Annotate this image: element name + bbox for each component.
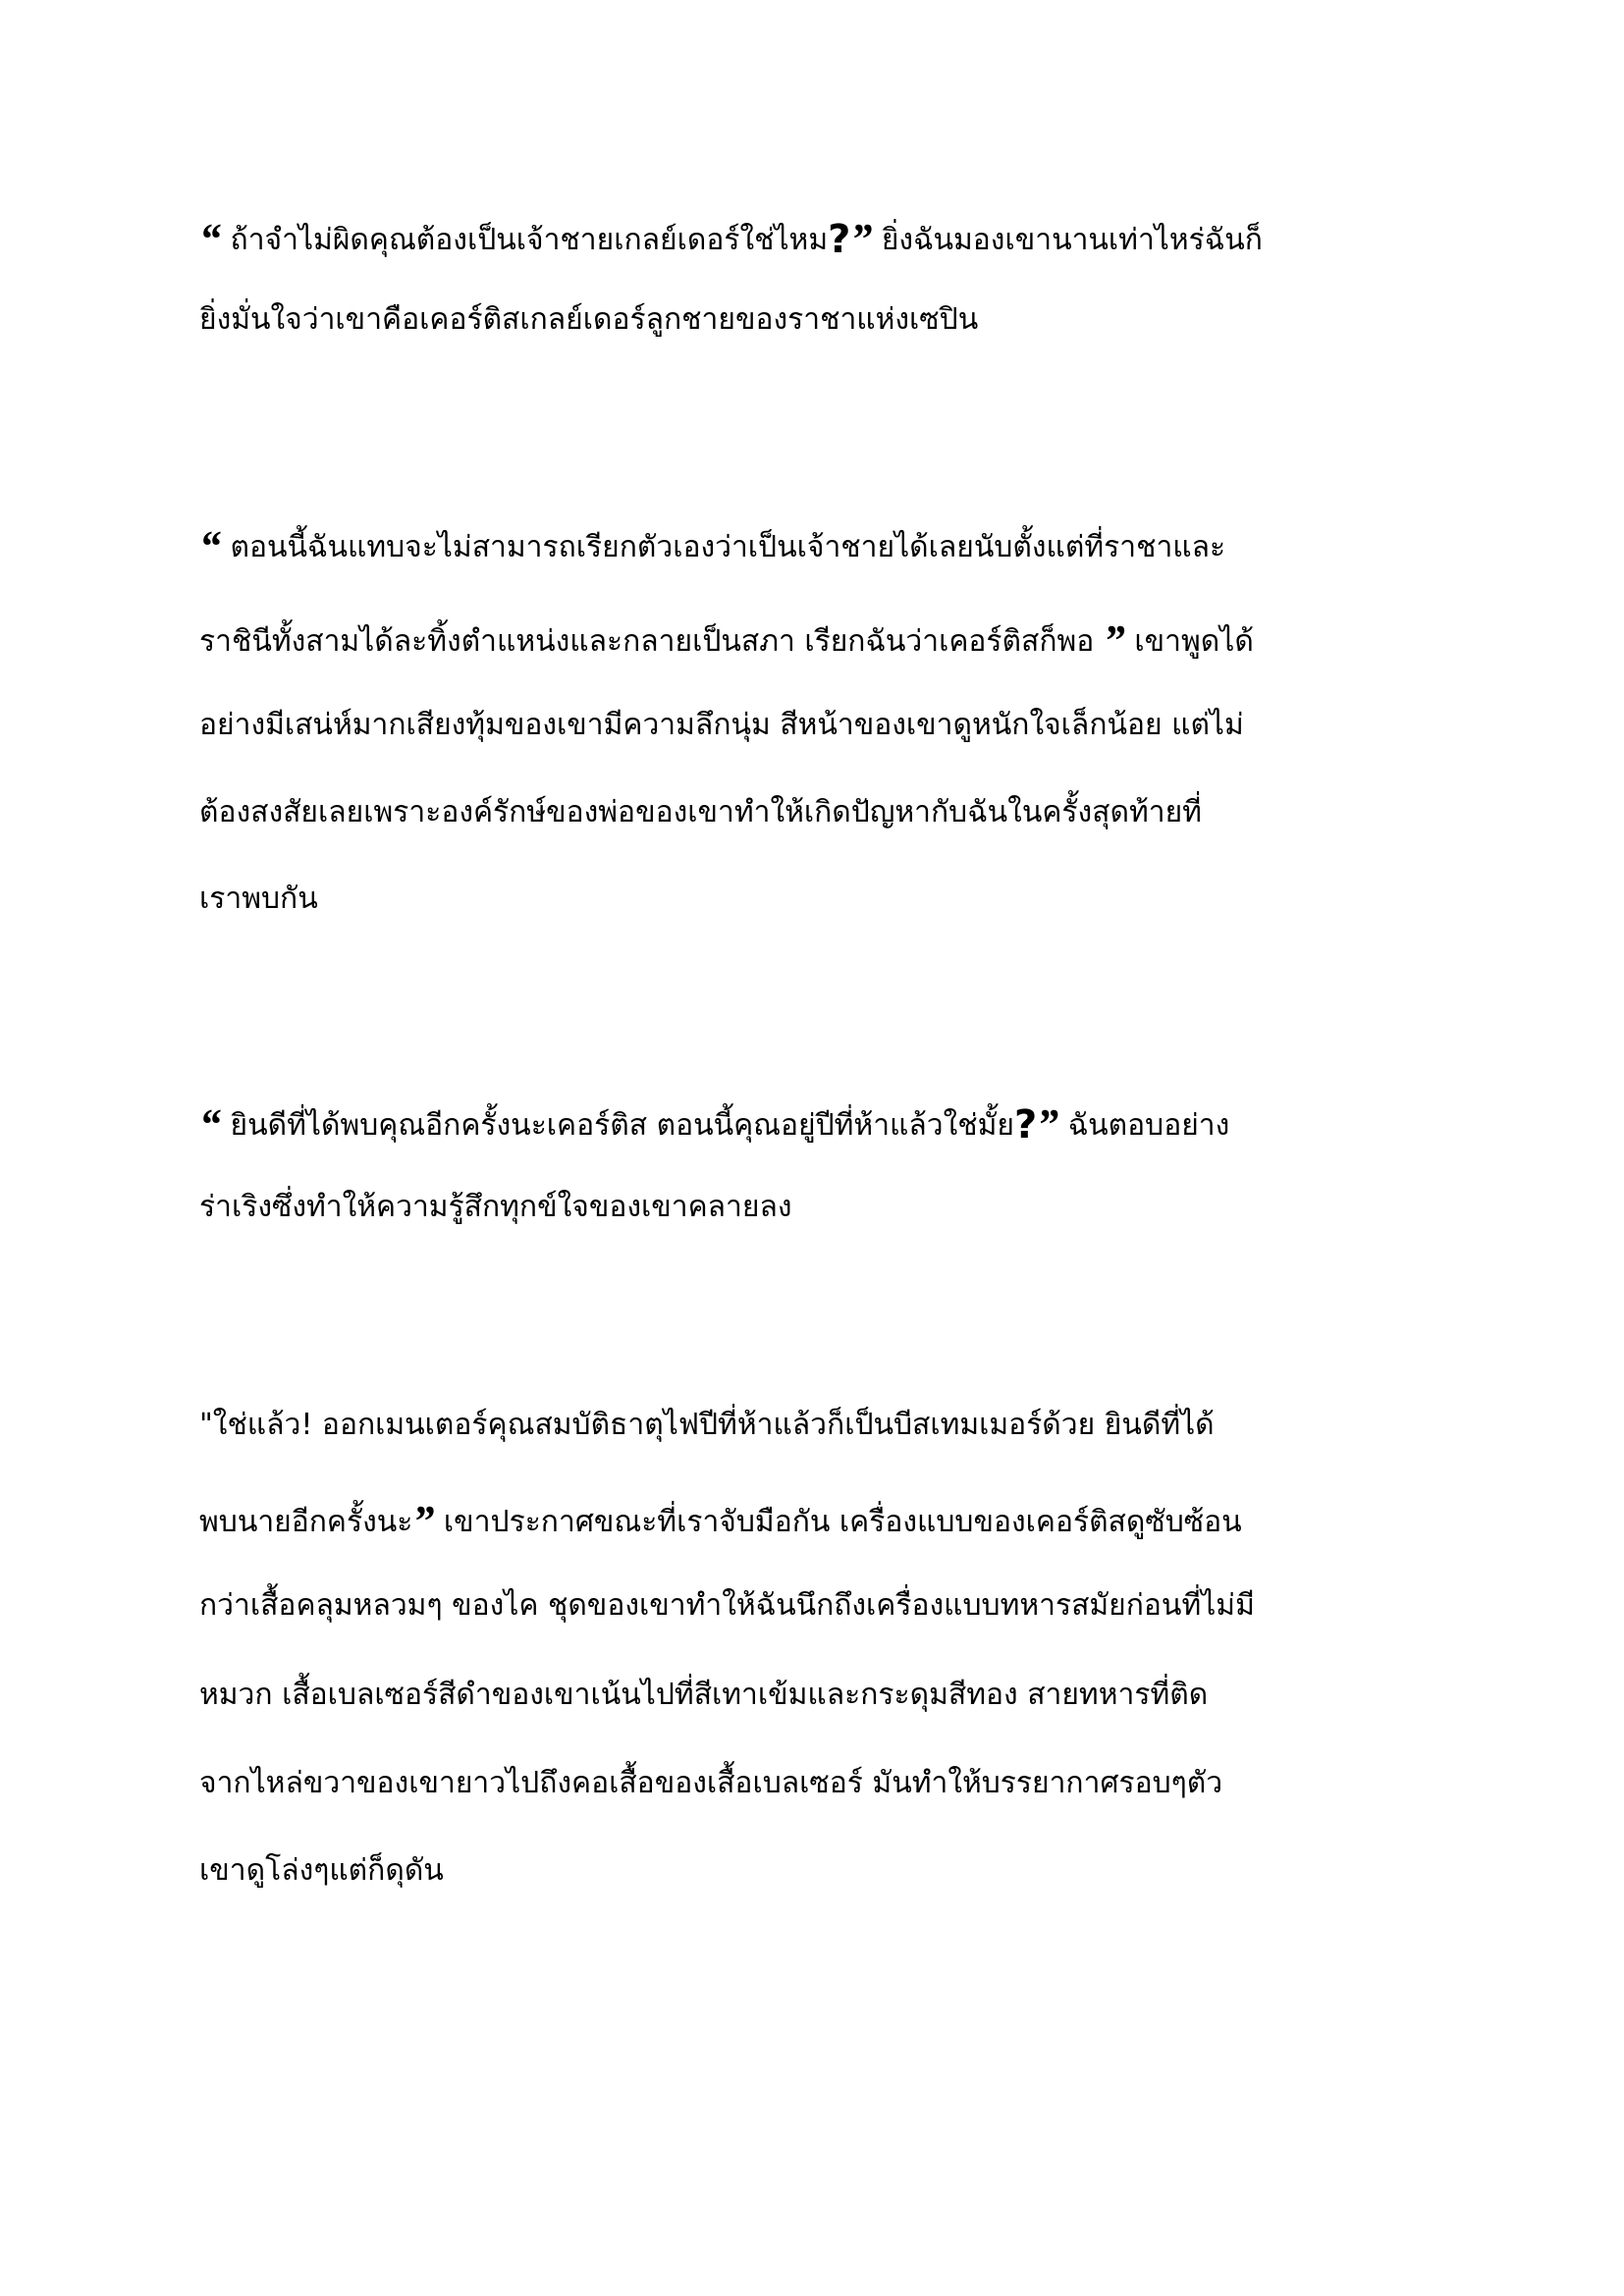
paragraph-2-line-1: [199, 522, 1226, 570]
paragraph-3-line-2: [199, 1190, 792, 1224]
line-text: ถ้าจำไม่ผิดคุณต้องเป็นเจ้าชายเกลย์เดอร์ใช่ไหม: [221, 223, 829, 257]
paragraph-4-line-3: [199, 1588, 1255, 1623]
paragraph-4-line-6: [199, 1853, 444, 1888]
paragraph-2-line-4: [199, 795, 1202, 829]
question-mark: ?: [1013, 1102, 1038, 1148]
line-text: อย่างมีเสน่ห์มากเสียงทุ้มของเขามีความลึกนุ่ม สีหน้าของเขาดูหนักใจเล็กน้อย แต่ไม่: [199, 708, 1244, 742]
open-quote: “: [199, 1100, 221, 1148]
paragraph-2-line-5: [199, 881, 318, 916]
paragraph-4-line-1: [199, 1408, 1215, 1442]
line-text: จากไหล่ขวาของเขายาวไปถึงคอเสื้อของเสื้อเบลเซอร์ มันทำให้บรรยากาศรอบๆตัว: [199, 1766, 1223, 1800]
close-quote: ”: [412, 1497, 435, 1545]
close-quote: ”: [1037, 1100, 1059, 1148]
open-quote: “: [199, 522, 221, 570]
paragraph-1-line-2: [199, 302, 979, 337]
line-text: ร่าเริงซึ่งทำให้ความรู้สึกทุกข์ใจของเขาคลายลง: [199, 1190, 792, 1224]
paragraph-4-line-2: [199, 1497, 1242, 1545]
line-text: ต้องสงสัยเลยเพราะองค์รักษ์ของพ่อของเขาทำให้เกิดปัญหากับฉันในครั้งสุดท้ายที่: [199, 795, 1202, 829]
paragraph-3-line-1: [199, 1100, 1230, 1148]
line-text: เขาดูโล่งๆแต่ก็ดุดัน: [199, 1853, 444, 1888]
open-quote: “: [199, 215, 221, 263]
line-text: ราชินีทั้งสามได้ละทิ้งตำแหน่งและกลายเป็นสภา เรียกฉันว่าเคอร์ติสก็พอ: [199, 624, 1104, 659]
paragraph-4-line-5: [199, 1766, 1223, 1800]
close-quote: ”: [850, 215, 873, 263]
paragraph-1-line-1: [199, 215, 1263, 263]
line-text: หมวก เสื้อเบลเซอร์สีดำของเขาเน้นไปที่สีเทาเข้มและกระดุมสีทอง สายทหารที่ติด: [199, 1678, 1209, 1712]
line-text-rest: ยิ่งฉันมองเขานานเท่าไหร่ฉันก็: [872, 223, 1263, 257]
line-text-rest: เขาพูดได้: [1124, 624, 1254, 659]
line-text: กว่าเสื้อคลุมหลวมๆ ของไค ชุดของเขาทำให้ฉันนึกถึงเครื่องแบบทหารสมัยก่อนที่ไม่มี: [199, 1588, 1255, 1623]
line-text: ยิ่งมั่นใจว่าเขาคือเคอร์ติสเกลย์เดอร์ลูกชายของราชาแห่งเซปิน: [199, 302, 979, 337]
paragraph-2-line-2: [199, 616, 1254, 665]
close-quote: ”: [1103, 616, 1125, 665]
line-text: ตอนนี้ฉันแทบจะไม่สามารถเรียกตัวเองว่าเป็นเจ้าชายได้เลยนับตั้งแต่ที่ราชาและ: [221, 530, 1226, 564]
question-mark: ?: [828, 217, 851, 262]
line-text: พบนายอีกครั้งนะ: [199, 1505, 413, 1539]
line-text: "ใช่แล้ว! ออกเมนเตอร์คุณสมบัติธาตุไฟปีที่ห้าแล้วก็เป็นบีสเทมเมอร์ด้วย ยินดีที่ได้: [199, 1408, 1215, 1442]
line-text: ยินดีที่ได้พบคุณอีกครั้งนะเคอร์ติส ตอนนี้คุณอยู่ปีที่ห้าแล้วใช่มั้ย: [221, 1108, 1014, 1143]
line-text: เราพบกัน: [199, 881, 318, 916]
line-text-rest: เขาประกาศขณะที่เราจับมือกัน เครื่องแบบของเคอร์ติสดูซับซ้อน: [434, 1505, 1242, 1539]
line-text-rest: ฉันตอบอย่าง: [1058, 1108, 1230, 1143]
paragraph-4-line-4: [199, 1678, 1209, 1712]
paragraph-2-line-3: [199, 708, 1244, 742]
